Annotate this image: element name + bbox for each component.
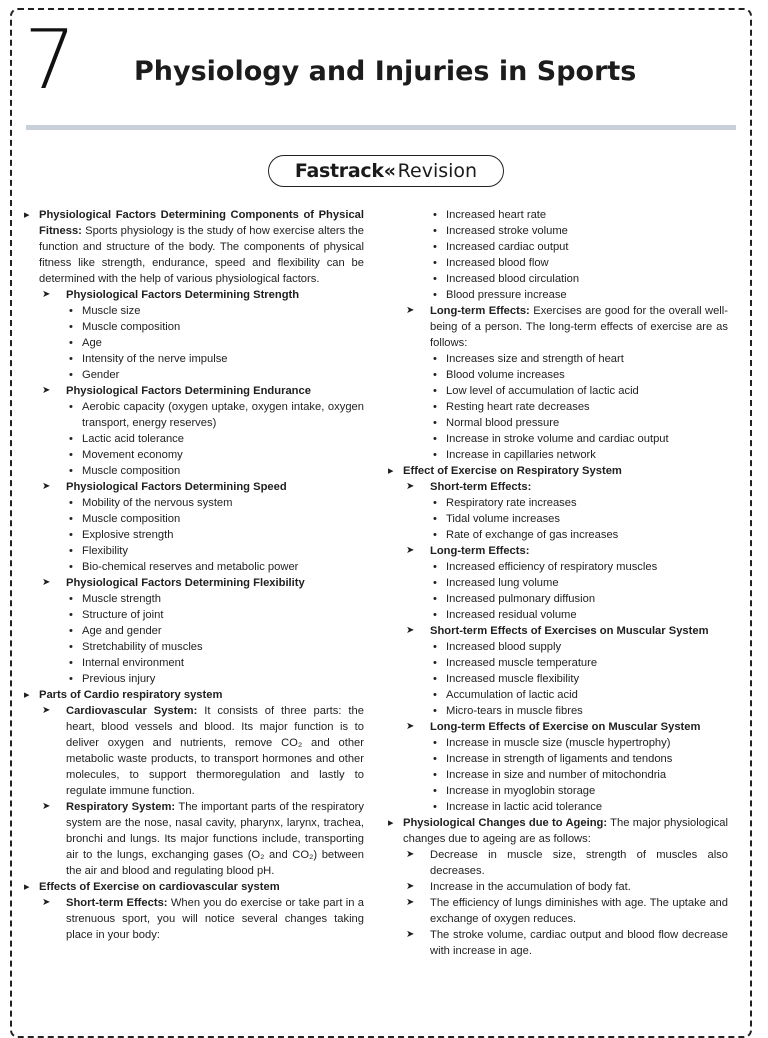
banner-brand: Fastrack« (294, 160, 396, 182)
bullet-item (24, 319, 364, 335)
item-text: Muscle strength (82, 593, 161, 605)
item-text: The important parts of the respiratory system are the nose, nasal cavity, pharynx, larynx, trachea, bronchi and lungs. Its major functions include, transporting air to the lungs, exchanging gases (O₂ and CO₂) between the air and blood and regulating blood pH. (66, 801, 365, 877)
banner-label: Revision (397, 160, 478, 182)
bullet-item (388, 591, 728, 607)
bullet-item (24, 655, 364, 671)
bullet-item (388, 287, 728, 303)
item-text: Increased muscle temperature (446, 657, 598, 669)
item-heading: Long-term Effects: (430, 305, 530, 317)
item-text: The major physiological changes due to ageing are as follows: (403, 817, 728, 845)
item-text: Increased heart rate (446, 209, 547, 221)
bullet-item (388, 751, 728, 767)
item-text: Increased lung volume (446, 577, 559, 589)
section-item (24, 207, 364, 287)
bullet-item (388, 671, 728, 687)
section-item (388, 815, 728, 847)
sub-heading-item (388, 303, 728, 351)
item-text: Increased blood circulation (446, 273, 580, 285)
bullet-item (24, 447, 364, 463)
item-text: Movement economy (82, 449, 183, 461)
item-text: Age (82, 337, 102, 349)
bullet-item (388, 575, 728, 591)
bullet-item (24, 607, 364, 623)
left-column (24, 207, 364, 943)
bullet-item (388, 639, 728, 655)
bullet-item (388, 559, 728, 575)
item-text: Stretchability of muscles (82, 641, 203, 653)
item-text: Muscle size (82, 305, 141, 317)
item-text: Previous injury (82, 673, 156, 685)
bullet-item (388, 655, 728, 671)
bullet-item (24, 495, 364, 511)
sub-heading-item (24, 287, 364, 303)
bullet-item (388, 255, 728, 271)
item-text: Low level of accumulation of lactic acid (446, 385, 639, 397)
item-text: Blood volume increases (446, 369, 565, 381)
bullet-item (388, 207, 728, 223)
sub-heading-item (388, 927, 728, 959)
item-text: Age and gender (82, 625, 162, 637)
sub-heading-item (388, 879, 728, 895)
bullet-item (24, 543, 364, 559)
item-text: Muscle composition (82, 465, 181, 477)
item-text: Increase in capillaries network (446, 449, 596, 461)
item-heading: Parts of Cardio respiratory system (39, 689, 223, 701)
item-text: Exercises are good for the overall well-being of a person. The long-term effects of exercise are as follows: (430, 305, 729, 349)
item-text: Increased pulmonary diffusion (446, 593, 596, 605)
bullet-item (24, 367, 364, 383)
bullet-item (388, 415, 728, 431)
bullet-item (388, 767, 728, 783)
bullet-item (24, 431, 364, 447)
item-text: Increased stroke volume (446, 225, 568, 237)
sub-heading-item (388, 719, 728, 735)
bullet-item (388, 431, 728, 447)
item-text: Gender (82, 369, 120, 381)
bullet-item (24, 591, 364, 607)
bullet-item (388, 687, 728, 703)
bullet-item (388, 383, 728, 399)
bullet-item (388, 271, 728, 287)
bullet-item (24, 463, 364, 479)
right-column (388, 207, 728, 959)
item-text: Increased efficiency of respiratory muscles (446, 561, 658, 573)
bullet-item (24, 351, 364, 367)
item-text: Tidal volume increases (446, 513, 560, 525)
sub-heading-item (24, 479, 364, 495)
item-heading: Short-term Effects: (66, 897, 168, 909)
sub-heading-item (24, 383, 364, 399)
item-text: Mobility of the nervous system (82, 497, 233, 509)
item-heading: Long-term Effects of Exercise on Muscular System (430, 721, 701, 733)
item-text: When you do exercise or take part in a strenuous sport, you will notice several changes taking place in your body: (66, 897, 364, 941)
item-text: Rate of exchange of gas increases (446, 529, 619, 541)
bullet-item (24, 671, 364, 687)
sub-heading-item (24, 799, 364, 879)
item-text: Normal blood pressure (446, 417, 560, 429)
item-text: Increase in size and number of mitochondria (446, 769, 667, 781)
bullet-item (388, 223, 728, 239)
sub-heading-item (388, 623, 728, 639)
item-text: The stroke volume, cardiac output and blood flow decrease with increase in age. (430, 929, 728, 957)
item-text: Increased residual volume (446, 609, 577, 621)
bullet-item (388, 239, 728, 255)
item-text: Increased cardiac output (446, 241, 569, 253)
item-text: Sports physiology is the study of how exercise alters the function and structure of the body. The components of physical fitness like strength, endurance, speed and flexibility can be determined with the help of various physiological factors. (39, 225, 364, 285)
chapter-number: 7 (24, 13, 77, 108)
item-text: Decrease in muscle size, strength of muscles also decreases. (430, 849, 728, 877)
item-text: Resting heart rate decreases (446, 401, 590, 413)
item-heading: Effects of Exercise on cardiovascular system (39, 881, 280, 893)
item-text: Internal environment (82, 657, 184, 669)
item-text: Increase in lactic acid tolerance (446, 801, 603, 813)
item-heading: Cardiovascular System: (66, 705, 198, 717)
bullet-item (24, 303, 364, 319)
bullet-item (388, 511, 728, 527)
item-text: Increase in stroke volume and cardiac output (446, 433, 669, 445)
bullet-item (24, 559, 364, 575)
bullet-item (388, 447, 728, 463)
item-heading: Respiratory System: (66, 801, 176, 813)
item-text: Increase in muscle size (muscle hypertrophy) (446, 737, 671, 749)
item-heading: Effect of Exercise on Respiratory System (403, 465, 622, 477)
item-heading: Long-term Effects: (430, 545, 530, 557)
item-heading: Short-term Effects: (430, 481, 532, 493)
item-text: Aerobic capacity (oxygen uptake, oxygen intake, oxygen transport, energy reserves) (82, 401, 364, 429)
item-text: The efficiency of lungs diminishes with age. The uptake and exchange of oxygen reduces. (430, 897, 728, 925)
section-item (24, 687, 364, 703)
item-heading: Physiological Factors Determining Strength (66, 289, 300, 301)
item-heading: Physiological Factors Determining Speed (66, 481, 287, 493)
sub-heading-item (24, 895, 364, 943)
bullet-item (388, 783, 728, 799)
bullet-item (388, 527, 728, 543)
sub-heading-item (388, 847, 728, 879)
item-text: Increase in myoglobin storage (446, 785, 596, 797)
item-text: Muscle composition (82, 321, 181, 333)
title-divider (26, 125, 736, 130)
item-text: Increases size and strength of heart (446, 353, 624, 365)
item-heading: Physiological Factors Determining Endurance (66, 385, 311, 397)
item-text: Blood pressure increase (446, 289, 567, 301)
item-heading: Physiological Changes due to Ageing: (403, 817, 608, 829)
item-text: Micro-tears in muscle fibres (446, 705, 583, 717)
bullet-item (388, 703, 728, 719)
sub-heading-item (24, 575, 364, 591)
item-text: Respiratory rate increases (446, 497, 577, 509)
chapter-title: Physiology and Injuries in Sports (134, 56, 637, 87)
item-text: Increased blood flow (446, 257, 549, 269)
item-text: Increased blood supply (446, 641, 562, 653)
item-heading: Physiological Factors Determining Flexibility (66, 577, 305, 589)
bullet-item (388, 495, 728, 511)
section-item (24, 879, 364, 895)
item-heading: Physiological Factors Determining Components of Physical Fitness: (39, 209, 364, 237)
item-text: Bio-chemical reserves and metabolic power (82, 561, 299, 573)
section-item (388, 463, 728, 479)
item-text: Structure of joint (82, 609, 164, 621)
bullet-item (388, 735, 728, 751)
bullet-item (388, 351, 728, 367)
item-text: It consists of three parts: the heart, blood vessels and blood. Its major function is to deliver oxygen and nutrients, remove CO₂ and other metabolic waste products, to transport hormones and other molecules, to support thermoregulation and lastly to regulate immune function. (66, 705, 364, 797)
sub-heading-item (24, 703, 364, 799)
item-text: Muscle composition (82, 513, 181, 525)
item-text: Increase in strength of ligaments and tendons (446, 753, 673, 765)
item-text: Lactic acid tolerance (82, 433, 184, 445)
bullet-item (388, 399, 728, 415)
item-text: Accumulation of lactic acid (446, 689, 578, 701)
item-text: Explosive strength (82, 529, 174, 541)
sub-heading-item (388, 543, 728, 559)
bullet-item (24, 639, 364, 655)
item-text: Intensity of the nerve impulse (82, 353, 228, 365)
bullet-item (388, 607, 728, 623)
item-text: Increased muscle flexibility (446, 673, 580, 685)
item-text: Increase in the accumulation of body fat. (430, 881, 631, 893)
bullet-item (388, 367, 728, 383)
item-heading: Short-term Effects of Exercises on Muscular System (430, 625, 709, 637)
fastrack-revision-banner (268, 155, 504, 187)
item-text: Flexibility (82, 545, 129, 557)
bullet-item (24, 623, 364, 639)
sub-heading-item (388, 479, 728, 495)
bullet-item (24, 335, 364, 351)
bullet-item (24, 511, 364, 527)
bullet-item (24, 527, 364, 543)
bullet-item (388, 799, 728, 815)
bullet-item (24, 399, 364, 431)
sub-heading-item (388, 895, 728, 927)
